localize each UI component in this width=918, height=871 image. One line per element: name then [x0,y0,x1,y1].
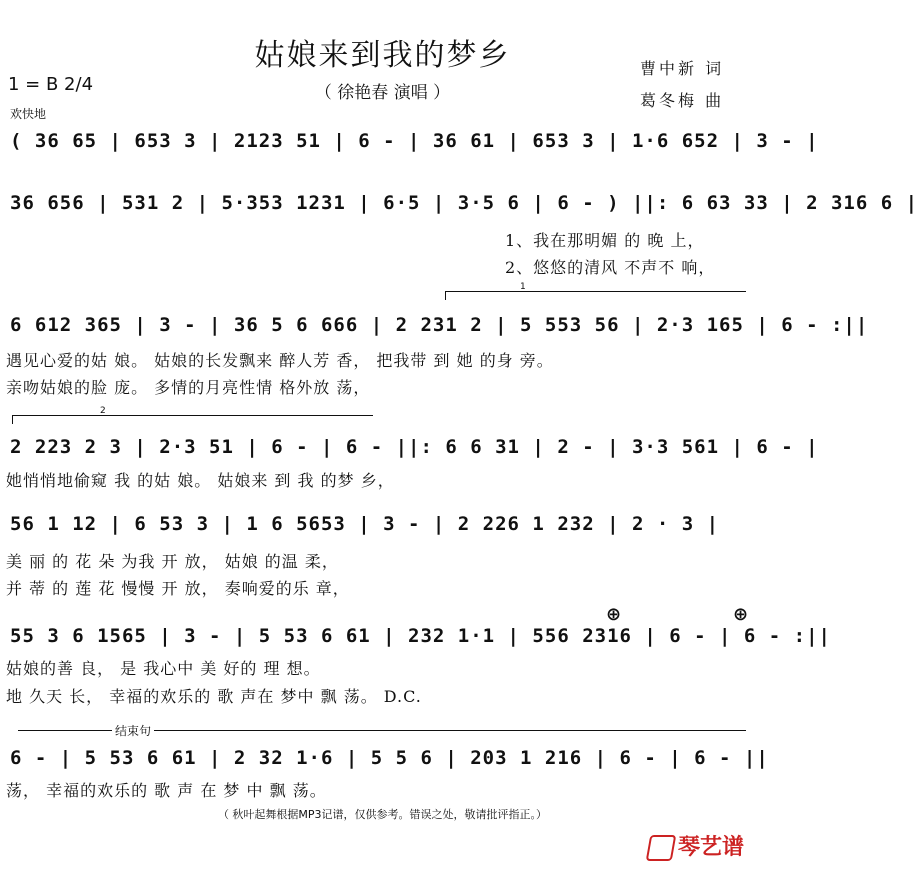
volta-1-bracket [445,291,746,300]
tempo-marking: 欢快地 [10,107,47,121]
site-logo [648,830,744,861]
key-signature: 1 = B 2/4 [8,74,94,95]
logo-text: 琴艺谱 [678,835,745,860]
lyric-row-7: 荡， 幸福的欢乐的 歌 声 在 梦 中 飘 荡。 [6,781,327,800]
ending-label: 结束句 [112,722,154,739]
song-title: 姑娘来到我的梦乡 [254,38,511,73]
lyric-row-5-verse-2: 并 蒂 的 莲 花 慢慢 开 放， 奏响爱的乐 章， [6,579,350,598]
volta-2-label: 2 [100,406,106,416]
notation-row-7: 6 - | 5 53 6 61 | 2 32 1·6 | 5 5 6 | 203 1 216 | 6 - | 6 - || [10,747,769,769]
coda-sign-1: ⊕ [606,604,622,625]
notation-row-6: 55 3 6 1565 | 3 - | 5 53 6 61 | 232 1·1 | 556 2316 | 6 - | 6 - :|| [10,625,831,647]
lyric-row-3-verse-2: 亲吻姑娘的脸 庞。 多情的月亮性情 格外放 荡， [6,378,371,397]
lyric-row-5-verse-1: 美 丽 的 花 朵 为我 开 放， 姑娘 的温 柔， [6,552,339,571]
composer-credit: 葛冬梅 曲 [640,91,725,110]
notation-row-5: 56 1 12 | 6 53 3 | 1 6 5653 | 3 - | 2 226 1 232 | 2 · 3 | [10,513,720,535]
logo-icon [646,835,677,861]
transcriber-note: （ 秋叶起舞根据MP3记谱，仅供参考。错误之处，敬请批评指正。） [217,808,548,821]
coda-sign-2: ⊕ [733,604,749,625]
lyric-row-2-verse-1: 1、我在那明媚 的 晚 上， [505,231,705,250]
notation-row-2: 36 656 | 531 2 | 5·353 1231 | 6·5 | 3·5 6 | 6 - ) ||: 6 63 33 | 2 316 6 | [10,192,918,214]
lyricist-credit: 曹中新 词 [640,59,725,78]
notation-row-1: ( 36 65 | 653 3 | 2123 51 | 6 - | 36 61 | 653 3 | 1·6 652 | 3 - | [10,130,819,152]
notation-row-4: 2 223 2 3 | 2·3 51 | 6 - | 6 - ||: 6 6 31 | 2 - | 3·3 561 | 6 - | [10,436,819,458]
notation-row-3: 6 612 365 | 3 - | 36 5 6 666 | 2 231 2 | 5 553 56 | 2·3 165 | 6 - :|| [10,314,869,336]
volta-2-bracket [12,415,373,424]
lyric-row-4: 她悄悄地偷窥 我 的姑 娘。 姑娘来 到 我 的梦 乡， [6,471,395,490]
lyric-row-3-verse-1: 遇见心爱的姑 娘。 姑娘的长发飘来 醉人芳 香， 把我带 到 她 的身 旁。 [6,351,554,370]
singer-line: （ 徐艳春 演唱 ） [314,83,451,103]
lyric-row-6-verse-1: 姑娘的善 良， 是 我心中 美 好的 理 想。 [6,659,321,678]
lyric-row-6-verse-2: 地 久天 长， 幸福的欢乐的 歌 声在 梦中 飘 荡。 D.C. [6,687,422,706]
lyric-row-2-verse-2: 2、悠悠的清风 不声不 响， [505,258,716,277]
volta-1-label: 1 [520,282,526,292]
